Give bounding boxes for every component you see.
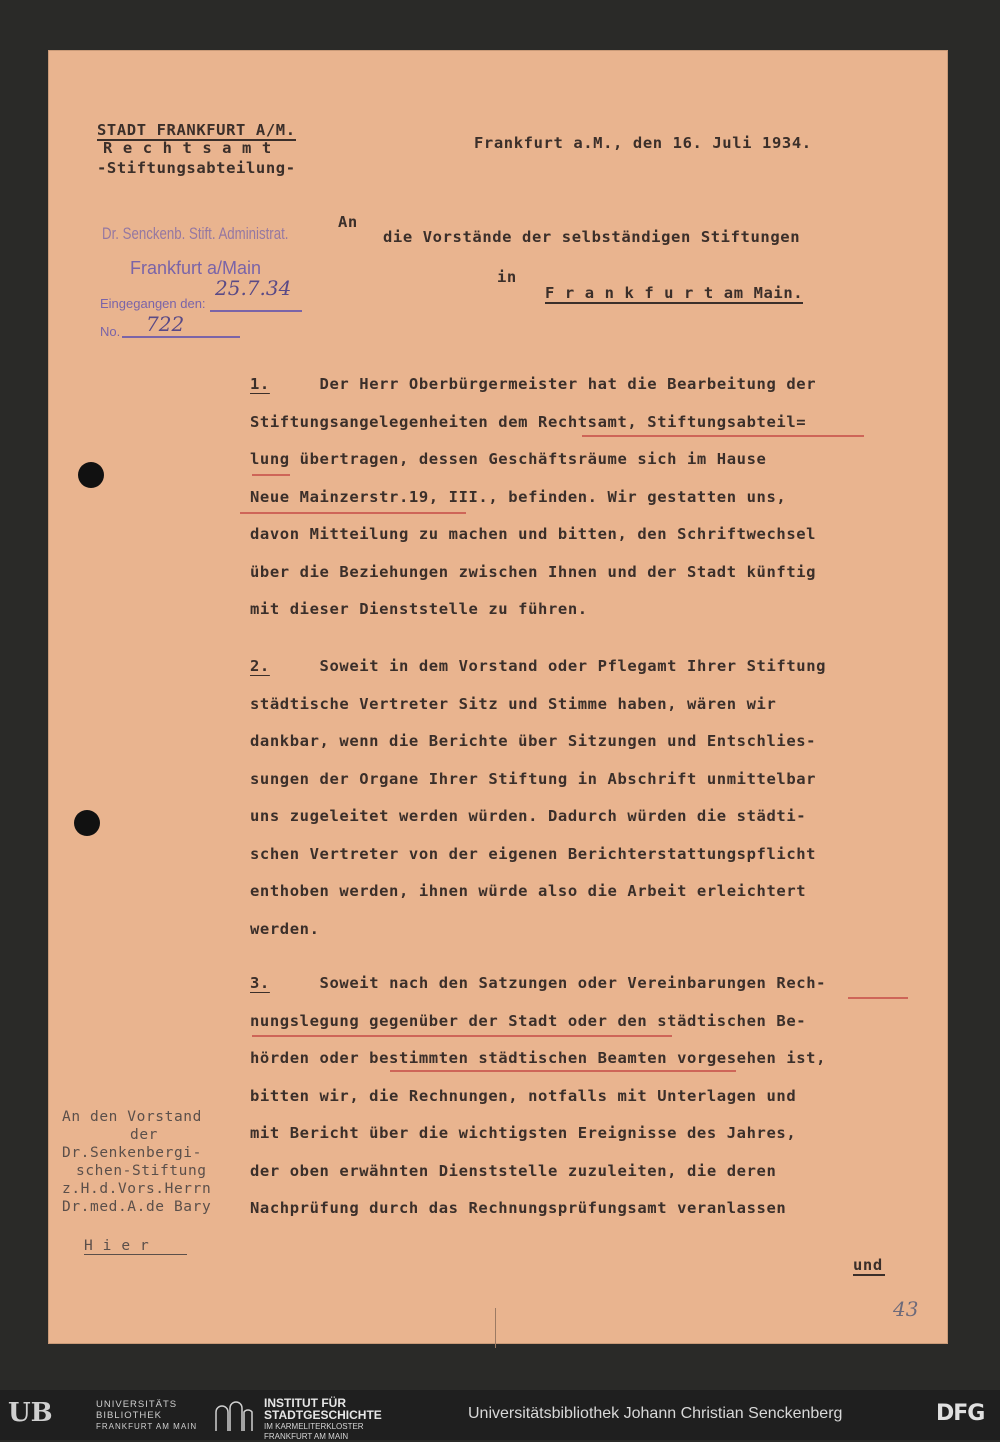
paragraph-3-line: hörden oder bestimmten städtischen Beamten vorgesehen ist, bbox=[250, 1049, 827, 1067]
letterhead-office: R e c h t s a m t bbox=[103, 139, 272, 157]
paragraph-3-number: 3. bbox=[250, 974, 270, 992]
date-line: Frankfurt a.M., den 16. Juli 1934. bbox=[474, 134, 812, 152]
paragraph-3-line: der oben erwähnten Dienststelle zuzuleiten, die deren bbox=[250, 1161, 777, 1180]
letterhead-department: -Stiftungsabteilung- bbox=[97, 159, 296, 177]
address-an: An bbox=[338, 213, 358, 231]
paragraph-1-line: Der Herr Oberbürgermeister hat die Bearbeitung der bbox=[319, 375, 817, 393]
paragraph-3-line: Soweit nach den Satzungen oder Vereinbarungen Rech- bbox=[319, 974, 827, 992]
paragraph-1-line: über die Beziehungen zwischen Ihnen und der Stadt künftig bbox=[250, 562, 817, 581]
ub-line: BIBLIOTHEK bbox=[96, 1410, 162, 1421]
isg-line: STADTGESCHICHTE bbox=[264, 1408, 382, 1422]
paragraph-2-line: Soweit in dem Vorstand oder Pflegamt Ihrer Stiftung bbox=[319, 657, 827, 675]
footer-library-name: Universitätsbibliothek Johann Christian Senckenberg bbox=[468, 1405, 843, 1422]
paragraph-3 bbox=[250, 965, 826, 1228]
paragraph-2-line: schen Vertreter von der eigenen Berichterstattungspflicht bbox=[250, 844, 817, 863]
isg-line: IM KARMELITERKLOSTER bbox=[264, 1422, 364, 1431]
letterhead-city: STADT FRANKFURT A/M. bbox=[97, 121, 296, 139]
paragraph-2-line: dankbar, wenn die Berichte über Sitzungen und Entschlies- bbox=[250, 732, 817, 750]
stamp-received-label: Eingegangen den: bbox=[100, 296, 206, 311]
stamp-city: Frankfurt a/Main bbox=[130, 258, 262, 278]
address-recipients: die Vorstände der selbständigen Stiftungen bbox=[383, 228, 801, 246]
continuation-word: und bbox=[853, 1256, 883, 1274]
page-number: 43 bbox=[893, 1297, 919, 1321]
paper-fold bbox=[495, 1308, 496, 1348]
paragraph-1-line: Stiftungsangelegenheiten dem Rechtsamt, Stiftungsabteil= bbox=[250, 412, 807, 431]
paragraph-3-line: nungslegung gegenüber der Stadt oder den städtischen Be- bbox=[250, 1011, 807, 1030]
isg-line: INSTITUT FÜR bbox=[264, 1396, 346, 1410]
paragraph-3-line: bitten wir, die Rechnungen, notfalls mit Unterlagen und bbox=[250, 1086, 797, 1105]
paragraph-2-line: uns zugeleitet werden würden. Dadurch würden die städti- bbox=[250, 807, 807, 825]
ub-line: FRANKFURT AM MAIN bbox=[96, 1422, 198, 1431]
paragraph-3-line: Nachprüfung durch das Rechnungsprüfungsamt veranlassen bbox=[250, 1199, 787, 1217]
paragraph-2-line: städtische Vertreter Sitz und Stimme haben, wären wir bbox=[250, 694, 777, 713]
side-address-line: z.H.d.Vors.Herrn bbox=[62, 1181, 212, 1197]
paragraph-1-line: Neue Mainzerstr.19, III., befinden. Wir gestatten uns, bbox=[250, 487, 787, 506]
isg-arches-icon bbox=[214, 1398, 254, 1432]
paragraph-2-line: enthoben werden, ihnen würde also die Arbeit erleichtert bbox=[250, 882, 807, 900]
stamp-number-label: No. bbox=[100, 324, 121, 339]
side-address bbox=[62, 1108, 211, 1216]
ub-logo: UB bbox=[8, 1398, 53, 1428]
paragraph-2 bbox=[250, 648, 826, 948]
side-address-hier: H i e r bbox=[84, 1238, 187, 1255]
address-in: in bbox=[497, 268, 517, 286]
ub-text bbox=[96, 1399, 197, 1432]
stamp-institution: Dr. Senckenb. Stift. Administrat. bbox=[102, 224, 289, 243]
punch-hole-top bbox=[78, 462, 104, 488]
footer-bar bbox=[0, 1390, 1000, 1440]
isg-line: FRANKFURT AM MAIN bbox=[264, 1432, 349, 1441]
punch-hole-bottom bbox=[74, 810, 100, 836]
stamp-number-value: 722 bbox=[146, 312, 185, 336]
paragraph-2-line: sungen der Organe Ihrer Stiftung in Abschrift unmittelbar bbox=[250, 769, 817, 788]
paragraph-2-number: 2. bbox=[250, 657, 270, 675]
side-address-line: An den Vorstand bbox=[62, 1109, 202, 1125]
side-address-line: Dr.Senkenbergi- bbox=[62, 1145, 202, 1161]
paragraph-1 bbox=[250, 366, 816, 629]
side-address-line: der bbox=[130, 1127, 158, 1143]
paragraph-1-line: mit dieser Dienststelle zu führen. bbox=[250, 600, 588, 618]
side-address-line: schen-Stiftung bbox=[76, 1163, 207, 1179]
paragraph-1-line: davon Mitteilung zu machen und bitten, den Schriftwechsel bbox=[250, 525, 817, 543]
paragraph-1-number: 1. bbox=[250, 375, 270, 393]
address-city: F r a n k f u r t am Main. bbox=[545, 284, 804, 302]
stamp-received-date: 25.7.34 bbox=[215, 276, 292, 300]
isg-text bbox=[264, 1398, 382, 1442]
paragraph-2-line: werden. bbox=[250, 919, 320, 938]
side-address-line: Dr.med.A.de Bary bbox=[62, 1199, 212, 1215]
paragraph-3-line: mit Bericht über die wichtigsten Ereignisse des Jahres, bbox=[250, 1124, 797, 1142]
dfg-logo: DFG bbox=[936, 1401, 985, 1426]
ub-line: UNIVERSITÄTS bbox=[96, 1399, 178, 1410]
paragraph-1-line: lung übertragen, dessen Geschäftsräume sich im Hause bbox=[250, 450, 767, 468]
